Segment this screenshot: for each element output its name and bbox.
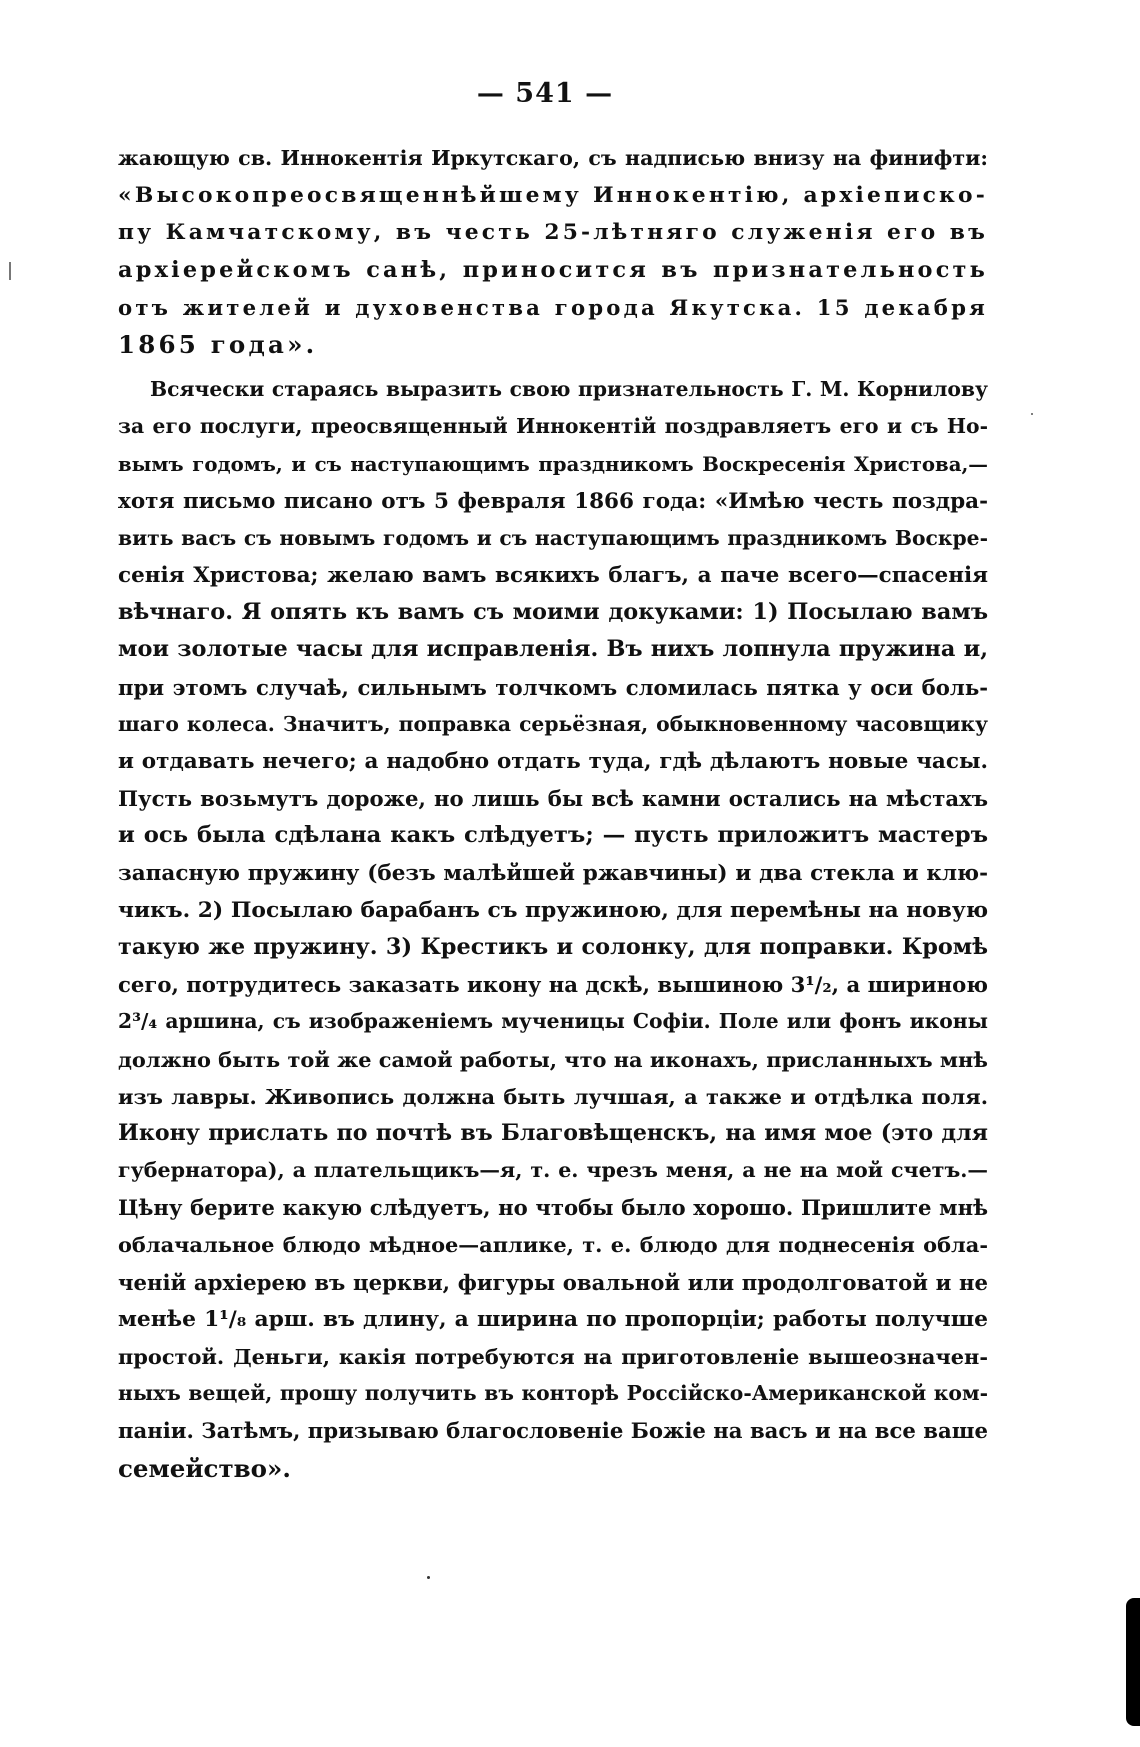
text-line: сенія Христова; желаю вамъ всякихъ благъ, а паче всего—спасенія — [118, 563, 988, 589]
text-line: Пусть возьмутъ дороже, но лишь бы всѣ камни остались на мѣстахъ — [118, 786, 988, 812]
ink-speck — [427, 1576, 430, 1579]
text-line: вымъ годомъ, и съ наступающимъ праздникомъ Воскресенія Христова,— — [118, 452, 988, 476]
text-line: жающую св. Иннокентія Иркутскаго, съ надписью внизу на финифти: — [118, 146, 988, 170]
text-line: архіерейскомъ санѣ, приносится въ признательность — [118, 256, 988, 283]
text-line: хотя письмо писано отъ 5 февраля 1866 года: «Имѣю честь поздра- — [118, 488, 988, 514]
text-line: Всячески стараясь выразить свою признательность Г. М. Корнилову — [150, 377, 988, 402]
text-line: шаго колеса. Значитъ, поправка серьёзная, обыкновенному часовщику — [118, 711, 988, 736]
text-line: Икону прислать по почтѣ въ Благовѣщенскъ, на имя мое (это для — [118, 1119, 988, 1146]
page-number: — 541 — — [476, 78, 614, 109]
ink-speck — [1031, 413, 1033, 415]
text-line: отъ жителей и духовенства города Якутска. 15 декабря — [118, 294, 988, 320]
text-line: за его послуги, преосвященный Иннокентій поздравляетъ его и съ Но- — [118, 414, 988, 439]
text-line: пу Камчатскому, въ честь 25-лѣтняго служенія его въ — [118, 220, 988, 246]
text-line: паніи. Затѣмъ, призываю благословеніе Божіе на васъ и на все ваше — [118, 1418, 988, 1444]
text-line: «Высокопреосвященнѣйшему Иннокентію, архіеписко- — [118, 183, 988, 209]
text-line: ныхъ вещей, прошу получить въ конторѣ Россійско-Американской ком- — [118, 1381, 988, 1406]
text-line: должно быть той же самой работы, что на иконахъ, присланныхъ мнѣ — [118, 1046, 988, 1072]
text-line: Цѣну берите какую слѣдуетъ, но чтобы было хорошо. Пришлите мнѣ — [118, 1195, 988, 1221]
body-text — [118, 140, 988, 1487]
paragraph-letter — [118, 371, 988, 1487]
text-line: запасную пружину (безъ малѣйшей ржавчины) и два стекла и клю- — [118, 860, 988, 886]
paragraph-gap — [118, 363, 988, 371]
margin-mark — [9, 262, 11, 280]
text-line: вѣчнаго. Я опять къ вамъ съ моими докуками: 1) Посылаю вамъ — [118, 599, 988, 626]
text-line: и отдавать нечего; а надобно отдать туда, гдѣ дѣлаютъ новые часы. — [118, 749, 988, 774]
text-line: сего, потрудитесь заказать икону на дскѣ, вышиною 3¹/₂, а шириною — [118, 972, 988, 998]
text-line: чикъ. 2) Посылаю барабанъ съ пружиною, для перемѣны на новую — [118, 897, 988, 923]
text-line: мои золотые часы для исправленія. Въ нихъ лопнула пружина и, — [118, 636, 988, 663]
text-line: при этомъ случаѣ, сильнымъ толчкомъ сломилась пятка у оси боль- — [118, 674, 988, 700]
text-line: губернатора), а плательщикъ—я, т. е. чрезъ меня, а не на мой счетъ.— — [118, 1158, 988, 1183]
text-line: семейство». — [118, 1453, 291, 1483]
text-line: вить васъ съ новымъ годомъ и съ наступающимъ праздникомъ Воскре- — [118, 525, 988, 550]
text-line: облачальное блюдо мѣдное—аплике, т. е. блюдо для поднесенія обла- — [118, 1232, 988, 1258]
text-line: ченій архіерею въ церкви, фигуры овальной или продолговатой и не — [118, 1269, 988, 1295]
paragraph-inscription — [118, 140, 988, 363]
text-line: изъ лавры. Живопись должна быть лучшая, а также и отдѣлка поля. — [118, 1083, 988, 1109]
page-edge-shadow — [1126, 1598, 1140, 1726]
text-line: такую же пружину. 3) Крестикъ и солонку, для поправки. Кромѣ — [118, 933, 988, 960]
text-line: 2³/₄ аршина, съ изображеніемъ мученицы Софіи. Поле или фонъ иконы — [118, 1009, 988, 1034]
text-line: менѣе 1¹/₈ арш. въ длину, а ширина по пропорціи; работы получше — [118, 1306, 988, 1332]
text-line: 1865 года». — [118, 329, 318, 359]
text-line: и ось была сдѣлана какъ слѣдуетъ; — пусть приложитъ мастеръ — [118, 822, 988, 849]
text-line: простой. Деньги, какія потребуются на приготовленіе вышеозначен- — [118, 1344, 988, 1369]
